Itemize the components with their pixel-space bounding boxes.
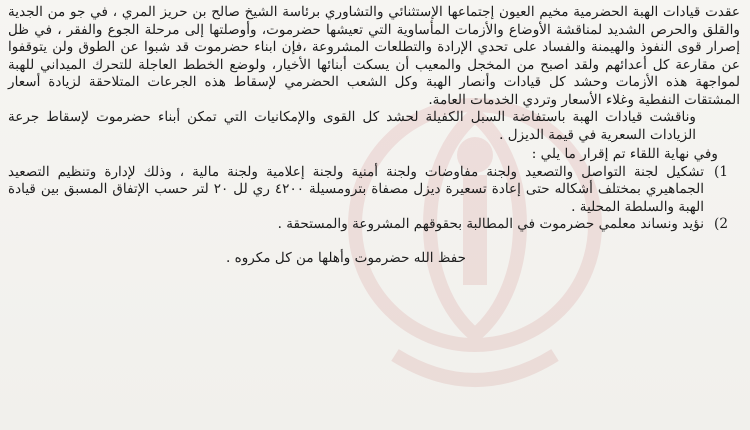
- resolution-number: 1): [714, 163, 728, 180]
- resolution-number: 2): [714, 216, 728, 232]
- resolutions-intro: وفي نهاية اللقاء تم إقرار ما يلي :: [531, 146, 718, 162]
- resolution-text: تشكيل لجنة التواصل والتصعيد ولجنة مفاوضات ولجنة أمنية ولجنة إعلامية ولجنة مالية ، وذلك لإدارة وتنظيم التصعيد الجماهيري بمختلف أشكاله حتى إعادة تسعيرة ديزل مصفاة بترومسيلة ٤٢٠٠ ري لل ٢٠ لتر حسب الإتفاق المسبق بين قيادة الهبة والسلطة المحلية .: [8, 163, 704, 215]
- resolution-item-1: [8, 164, 744, 217]
- document-body: [8, 4, 744, 267]
- resolution-text: نؤيد ونساند معلمي حضرموت في المطالبة بحقوقهم المشروعة والمستحقة .: [277, 216, 704, 232]
- paragraph-meeting-summary: عقدت قيادات الهبة الحضرمية مخيم العيون إجتماعها الإستثنائي والتشاوري برئاسة الشيخ صالح بن حريز المري ، في جو من الجدية والقلق والحرص الشديد لمناقشة الأوضاع والأزمات المأساوية التي تعيشها حضرموت، وأوصلتها إلى مرحلة الجوع والفقر ، في ظل إصرار قوى النفوذ والهيمنة والفساد على تحدي الإرادة والتطلعات المشروعة ،فإن ابناء حضرموت قد شبوا عن الطوق ولن يتوقفوا عن مقارعة كل أعدائهم ولقد اصبح من المخجل والمعيب أن يسكت أبنائها الأخيار، ولوضع الخطط العاجلة للتحرك الميداني للهبة لمواجهة هذه الأزمات وحشد كل قيادات وأنصار الهبة وكل الشعب الحضرمي لإسقاط هذه الجرعات المتلاحقة لزيادة أسعار المشتقات النفطية وغلاء الأسعار وتردي الخدمات العامة.: [8, 4, 740, 108]
- paragraph-discussion: وناقشت قيادات الهبة باستفاضة السبل الكفيلة لحشد كل القوى والإمكانيات التي تمكن أبناء حضرموت لإسقاط جرعة الزيادات السعرية في قيمة الديزل .: [8, 109, 696, 143]
- resolutions-list: [8, 164, 744, 234]
- resolution-item-2: [8, 216, 744, 234]
- closing-line: حفظ الله حضرموت وأهلها من كل مكروه .: [225, 249, 467, 266]
